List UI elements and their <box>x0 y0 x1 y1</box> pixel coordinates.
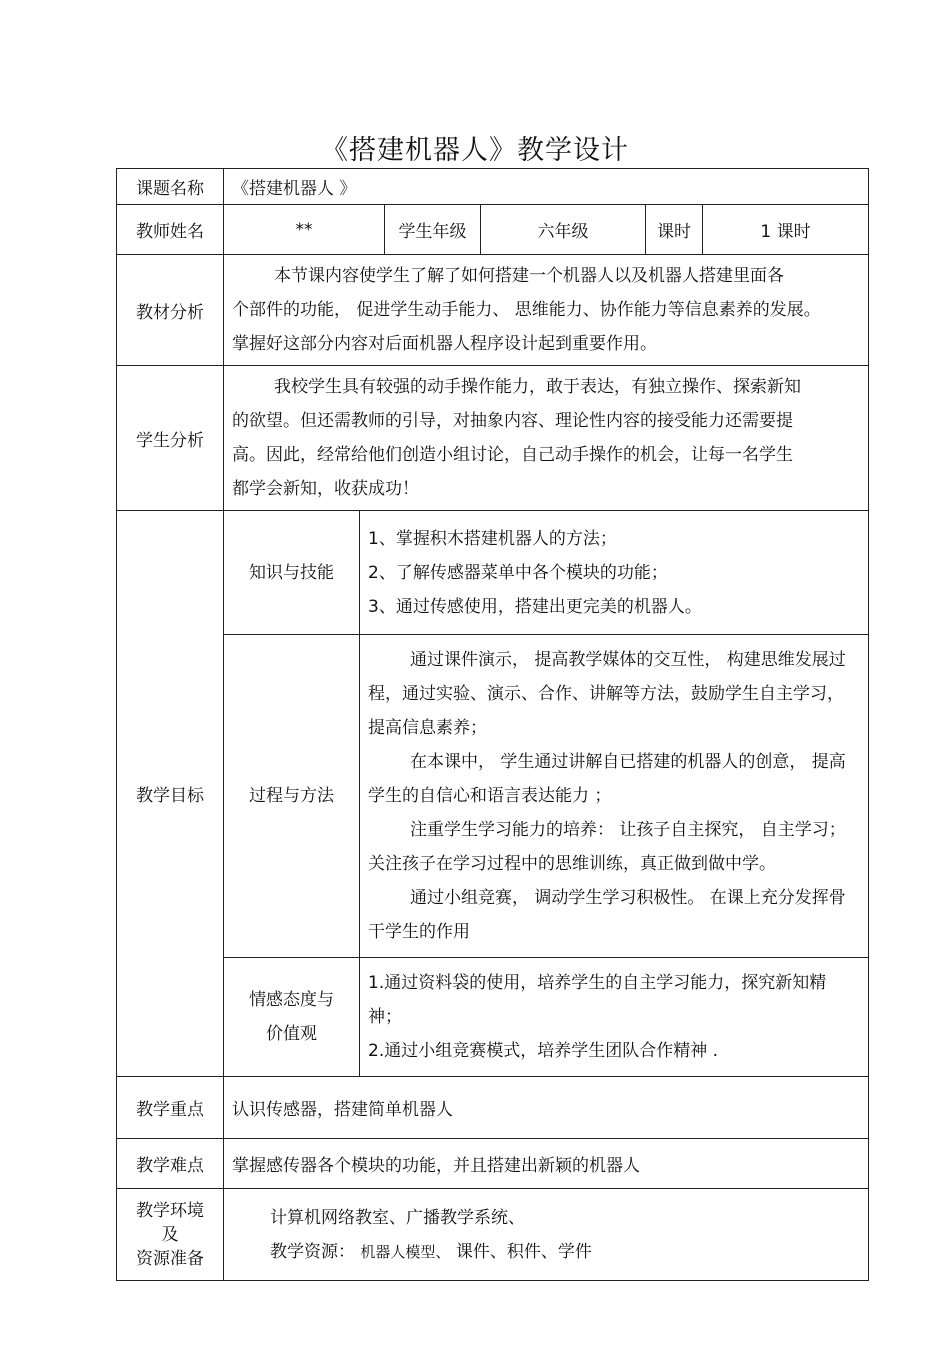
row-goal-emotion <box>117 958 869 1077</box>
document-title: 《搭建机器人》教学设计 <box>321 135 629 166</box>
process-text <box>360 635 869 958</box>
environment-label <box>117 1189 224 1281</box>
material-text <box>224 255 869 366</box>
process-paragraph: 通过小组竞赛， 调动学生学习积极性。 在课上充分发挥骨干学生的作用 <box>368 888 846 942</box>
emotion-label-line: 情感态度与 <box>249 990 334 1010</box>
row-goal-process <box>117 635 869 958</box>
goals-label: 教学目标 <box>117 511 224 1077</box>
row-goal-knowledge <box>117 511 869 635</box>
knowledge-item: 2、了解传感器菜单中各个模块的功能； <box>368 562 668 583</box>
student-line: 高。因此，经常给他们创造小组讨论，自己动手操作的机会，让每一名学生 <box>232 445 793 465</box>
environment-label-line: 资源准备 <box>136 1248 204 1269</box>
material-line: 本节课内容使学生了解了如何搭建一个机器人以及机器人搭建里面各 <box>274 266 784 286</box>
difficulty-label: 教学难点 <box>117 1139 224 1189</box>
key-value: 认识传感器，搭建简单机器人 <box>224 1077 869 1139</box>
resources-model: 机器人模型、 <box>360 1242 451 1261</box>
student-text <box>224 366 869 511</box>
environment-line: 计算机网络教室、广播教学系统、 <box>270 1207 525 1228</box>
key-label: 教学重点 <box>117 1077 224 1139</box>
grade-label: 学生年级 <box>385 205 481 255</box>
material-line: 掌握好这部分内容对后面机器人程序设计起到重要作用。 <box>232 334 657 354</box>
student-line: 都学会新知，收获成功！ <box>232 479 419 499</box>
row-student <box>117 366 869 511</box>
lesson-plan-table <box>116 168 869 1281</box>
student-line: 的欲望。但还需教师的引导，对抽象内容、理论性内容的接受能力还需要提 <box>232 411 793 431</box>
material-label: 教材分析 <box>117 255 224 366</box>
row-key-point <box>117 1077 869 1139</box>
student-label: 学生分析 <box>117 366 224 511</box>
emotion-list <box>360 958 869 1077</box>
teacher-label: 教师姓名 <box>117 205 224 255</box>
period-value: 1 课时 <box>703 205 869 255</box>
period-label: 课时 <box>646 205 703 255</box>
row-environment <box>117 1189 869 1281</box>
student-line: 我校学生具有较强的动手操作能力，敢于表达，有独立操作、探索新知 <box>274 377 801 397</box>
process-paragraph: 通过课件演示， 提高教学媒体的交互性， 构建思维发展过程，通过实验、演示、合作、讲解等方法，鼓励学生自主学习，提高信息素养； <box>368 650 846 738</box>
emotion-label-line: 价值观 <box>266 1024 317 1044</box>
environment-label-line: 教学环境 <box>136 1200 204 1221</box>
resources-rest: 课件、积件、学件 <box>455 1241 592 1262</box>
topic-label: 课题名称 <box>117 169 224 205</box>
row-material <box>117 255 869 366</box>
emotion-item: 1.通过资料袋的使用，培养学生的自主学习能力，探究新知精神； <box>368 973 827 1027</box>
row-topic <box>117 169 869 205</box>
knowledge-label: 知识与技能 <box>224 511 360 635</box>
row-difficulty <box>117 1139 869 1189</box>
process-paragraph: 在本课中， 学生通过讲解自已搭建的机器人的创意， 提高学生的自信心和语言表达能力 ； <box>368 752 846 806</box>
process-paragraph: 注重学生学习能力的培养： 让孩子自主探究， 自主学习；关注孩子在学习过程中的思维训练，真正做到做中学。 <box>368 820 846 874</box>
topic-value: 《搭建机器人 》 <box>224 169 869 205</box>
process-label: 过程与方法 <box>224 635 360 958</box>
resources-label: 教学资源： <box>270 1241 355 1262</box>
knowledge-item: 1、掌握积木搭建机器人的方法； <box>368 528 617 549</box>
resources-line <box>270 1235 868 1269</box>
knowledge-list <box>360 511 869 635</box>
material-line: 个部件的功能， 促进学生动手能力、 思维能力、协作能力等信息素养的发展。 <box>232 300 821 320</box>
grade-value: 六年级 <box>481 205 646 255</box>
teacher-value: ** <box>224 205 385 255</box>
difficulty-value: 掌握感传器各个模块的功能，并且搭建出新颖的机器人 <box>224 1139 869 1189</box>
environment-text <box>224 1189 869 1281</box>
emotion-item: 2.通过小组竞赛模式，培养学生团队合作精神 . <box>368 1041 719 1061</box>
environment-label-line: 及 <box>161 1224 179 1245</box>
emotion-label <box>224 958 360 1077</box>
row-teacher <box>117 205 869 255</box>
knowledge-item: 3、通过传感使用，搭建出更完美的机器人。 <box>368 596 702 617</box>
